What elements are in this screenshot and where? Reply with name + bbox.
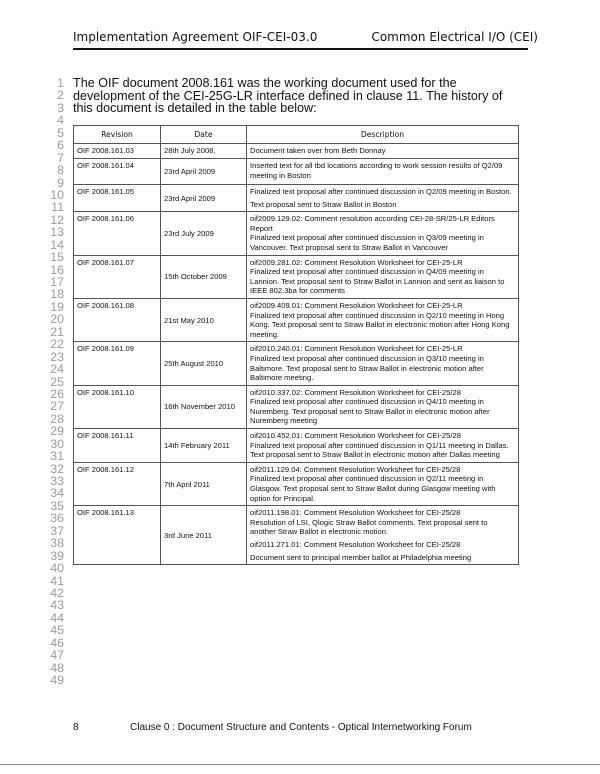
description-line: Text proposal sent to Straw Ballot in electronic motion after Dallas meeting	[250, 450, 500, 460]
description-cell	[247, 212, 519, 255]
table-row	[74, 385, 519, 428]
line-number: 47	[50, 648, 64, 663]
table-header-row	[74, 126, 519, 144]
description-line: Finalized text proposal after continued discussion in Q3/09 meeting in Vancouver. Text proposal sent to Straw Ballot in Vancouver	[250, 233, 484, 252]
date-cell: 16th November 2010	[161, 385, 247, 428]
description-line: oif2011.198.01: Comment Resolution Worksheet for CEI-25/28	[250, 508, 461, 518]
line-number: 28	[50, 411, 64, 426]
line-number: 45	[50, 623, 64, 638]
line-number: 21	[50, 324, 64, 339]
line-number: 16	[50, 262, 64, 277]
line-number: 2	[57, 88, 64, 103]
line-number: 4	[57, 113, 64, 128]
line-number: 11	[51, 200, 64, 215]
date-cell: 23rd July 2009	[161, 212, 247, 255]
table-row	[74, 144, 519, 159]
running-header-title: Implementation Agreement OIF-CEI-03.0	[73, 30, 318, 44]
table-row	[74, 185, 519, 212]
line-number: 3	[57, 100, 64, 115]
table-row	[74, 255, 519, 298]
line-number: 13	[50, 225, 64, 240]
footer-rule	[0, 764, 600, 765]
line-number: 24	[50, 362, 64, 377]
line-number: 15	[50, 250, 64, 265]
table-row	[74, 342, 519, 385]
line-number: 7	[57, 150, 64, 165]
line-number: 10	[50, 187, 64, 202]
date-cell: 28th July 2008,	[161, 144, 247, 159]
line-number: 38	[50, 536, 64, 551]
line-number: 17	[50, 275, 64, 289]
line-number: 46	[50, 635, 64, 650]
description-cell	[247, 298, 519, 341]
description-line: Finalized text proposal after continued discussion in Q4/10 meeting in Nuremberg. Text proposal sent to Straw Ballot in electronic motion after Nuremberg meeting	[250, 397, 490, 426]
description-line: oif2010.337.02: Comment Resolution Worksheet for CEI-25/28	[250, 387, 461, 397]
description-cell	[247, 342, 519, 385]
line-number: 18	[50, 287, 64, 302]
line-number: 26	[50, 386, 64, 401]
revision-cell: OIF 2008.161.08	[74, 298, 161, 341]
description-line: Document taken over from Beth Donnay	[250, 146, 386, 155]
page-number: 8	[73, 722, 79, 733]
line-number: 23	[50, 349, 64, 364]
description-line: Finalized text proposal after continued discussion in Q2/09 meeting in Boston.	[250, 187, 512, 196]
revision-history-table	[73, 125, 519, 565]
running-header-section: Common Electrical I/O (CEI)	[371, 30, 538, 44]
line-number: 34	[50, 486, 64, 501]
line-number: 29	[50, 424, 64, 439]
line-number: 31	[50, 449, 64, 464]
description-line: oif2010.240.01: Comment Resolution Worksheet for CEI-25-LR	[250, 344, 463, 354]
description-cell	[247, 429, 519, 463]
description-line: Text proposal sent to Straw Ballot in Boston	[250, 199, 397, 209]
footer-text: Clause 0 : Document Structure and Contents - Optical Internetworking Forum	[130, 722, 472, 733]
revision-cell: OIF 2008.161.10	[74, 385, 161, 428]
line-number: 22	[50, 337, 64, 352]
column-header-revision: Revision	[74, 126, 161, 144]
line-number: 8	[57, 163, 64, 178]
line-number: 37	[50, 523, 64, 538]
revision-cell: OIF 2008.161.07	[74, 255, 161, 298]
intro-paragraph: The OIF document 2008.161 was the working document used for the development of the CEI-25G-LR interface defined in clause 11. The history of this document is detailed in the table below:	[73, 76, 503, 115]
line-number: 39	[50, 548, 64, 563]
description-cell	[247, 144, 519, 159]
description-cell	[247, 185, 519, 212]
line-number: 40	[50, 561, 64, 576]
date-cell: 23rd April 2009	[161, 185, 247, 212]
description-line: oif2011.129.04: Comment Resolution Worksheet for CEI-25/28	[250, 464, 461, 474]
date-cell: 21st May 2010	[161, 298, 247, 341]
line-number: 20	[50, 312, 64, 327]
line-number: 42	[50, 585, 64, 600]
header-rule	[73, 48, 528, 50]
description-cell	[247, 462, 519, 505]
line-number: 48	[50, 660, 64, 675]
description-line: Finalized text proposal after continued discussion in Q3/10 meeting in Baltimore. Text proposal sent to Straw Ballot in electronic motion after Baltimore meeting.	[250, 353, 484, 383]
description-line: Finalized text proposal after continued discussion in Q4/09 meeting in Lannion. Text proposal sent to Straw Ballot in Lannion and sent as liaison to IEEE 802.3ba for comments	[250, 267, 505, 296]
line-number: 27	[50, 399, 64, 414]
description-cell	[247, 255, 519, 298]
description-line: oif2010.452.01: Comment Resolution Worksheet for CEI-25/28	[250, 431, 461, 441]
line-number: 36	[50, 511, 64, 526]
description-cell	[247, 385, 519, 428]
date-cell: 23rd April 2009	[161, 159, 247, 185]
line-number: 14	[50, 237, 64, 252]
line-number: 9	[57, 175, 64, 190]
revision-cell: OIF 2008.161.05	[74, 185, 161, 212]
line-number: 35	[50, 498, 64, 513]
description-line: Finalized text proposal after continued discussion in Q1/11 meeting in Dallas.	[250, 440, 509, 450]
line-number: 44	[50, 610, 64, 625]
column-header-date: Date	[161, 126, 247, 144]
description-cell	[247, 506, 519, 565]
line-number: 30	[50, 436, 64, 451]
description-line: Finalized text proposal after continued discussion in Q2/10 meeting in Hong Kong. Text proposal sent to Straw Ballot in electronic motion after Hong Kong meeting.	[250, 310, 510, 339]
table-row	[74, 506, 519, 565]
column-header-description: Description	[247, 126, 519, 144]
line-number: 41	[50, 573, 64, 588]
table-row	[74, 429, 519, 463]
date-cell: 14th February 2011	[161, 429, 247, 463]
revision-cell: OIF 2008.161.04	[74, 159, 161, 185]
date-cell: 7th April 2011	[161, 462, 247, 505]
description-line: Resolution of LSI, Qlogic Straw Ballot comments. Text proposal sent to another Straw Ballot in electronic motion.	[250, 517, 488, 537]
description-line: oif2011.271.01: Comment Resolution Worksheet for CEI-25/28	[250, 540, 461, 549]
description-line: Inserted text for all tbd locations according to work session results of Q2/09 meeting in Boston	[250, 161, 503, 180]
description-line: oif2009.281.02: Comment Resolution Worksheet for CEI-25-LR	[250, 257, 463, 267]
line-number: 32	[50, 461, 64, 476]
description-line: Document sent to principal member ballot at Philadelphia meeting	[250, 552, 472, 562]
line-number: 12	[50, 212, 64, 227]
revision-cell: OIF 2008.161.11	[74, 429, 161, 463]
line-number: 5	[57, 125, 64, 140]
description-line: oif2009.409.01: Comment Resolution Worksheet for CEI-25-LR	[250, 300, 463, 310]
revision-cell: OIF 2008.161.09	[74, 342, 161, 385]
description-line: Finalized text proposal after continued discussion in Q2/11 meeting in Glasgow. Text proposal sent to Straw Ballot during Glasgow meeting with option for Principal.	[250, 474, 496, 503]
line-numbers	[40, 77, 64, 686]
line-number: 33	[50, 474, 64, 488]
date-cell: 3rd June 2011	[161, 506, 247, 565]
line-number: 6	[57, 138, 64, 153]
date-cell: 15th October 2009	[161, 255, 247, 298]
line-number: 1	[57, 76, 64, 90]
revision-cell: OIF 2008.161.13	[74, 506, 161, 565]
revision-cell: OIF 2008.161.12	[74, 462, 161, 505]
revision-cell: OIF 2008.161.03	[74, 144, 161, 159]
table-row	[74, 159, 519, 185]
line-number: 43	[50, 598, 64, 613]
table-row	[74, 298, 519, 341]
line-number: 49	[50, 673, 64, 687]
line-number: 19	[50, 299, 64, 314]
date-cell: 25th August 2010	[161, 342, 247, 385]
table-row	[74, 462, 519, 505]
description-line: oif2009.129.02: Comment resolution according CEI-28-SR/25-LR Editors Report	[250, 214, 495, 233]
line-number: 25	[50, 374, 64, 389]
description-cell	[247, 159, 519, 185]
revision-cell: OIF 2008.161.06	[74, 212, 161, 255]
table-row	[74, 212, 519, 255]
